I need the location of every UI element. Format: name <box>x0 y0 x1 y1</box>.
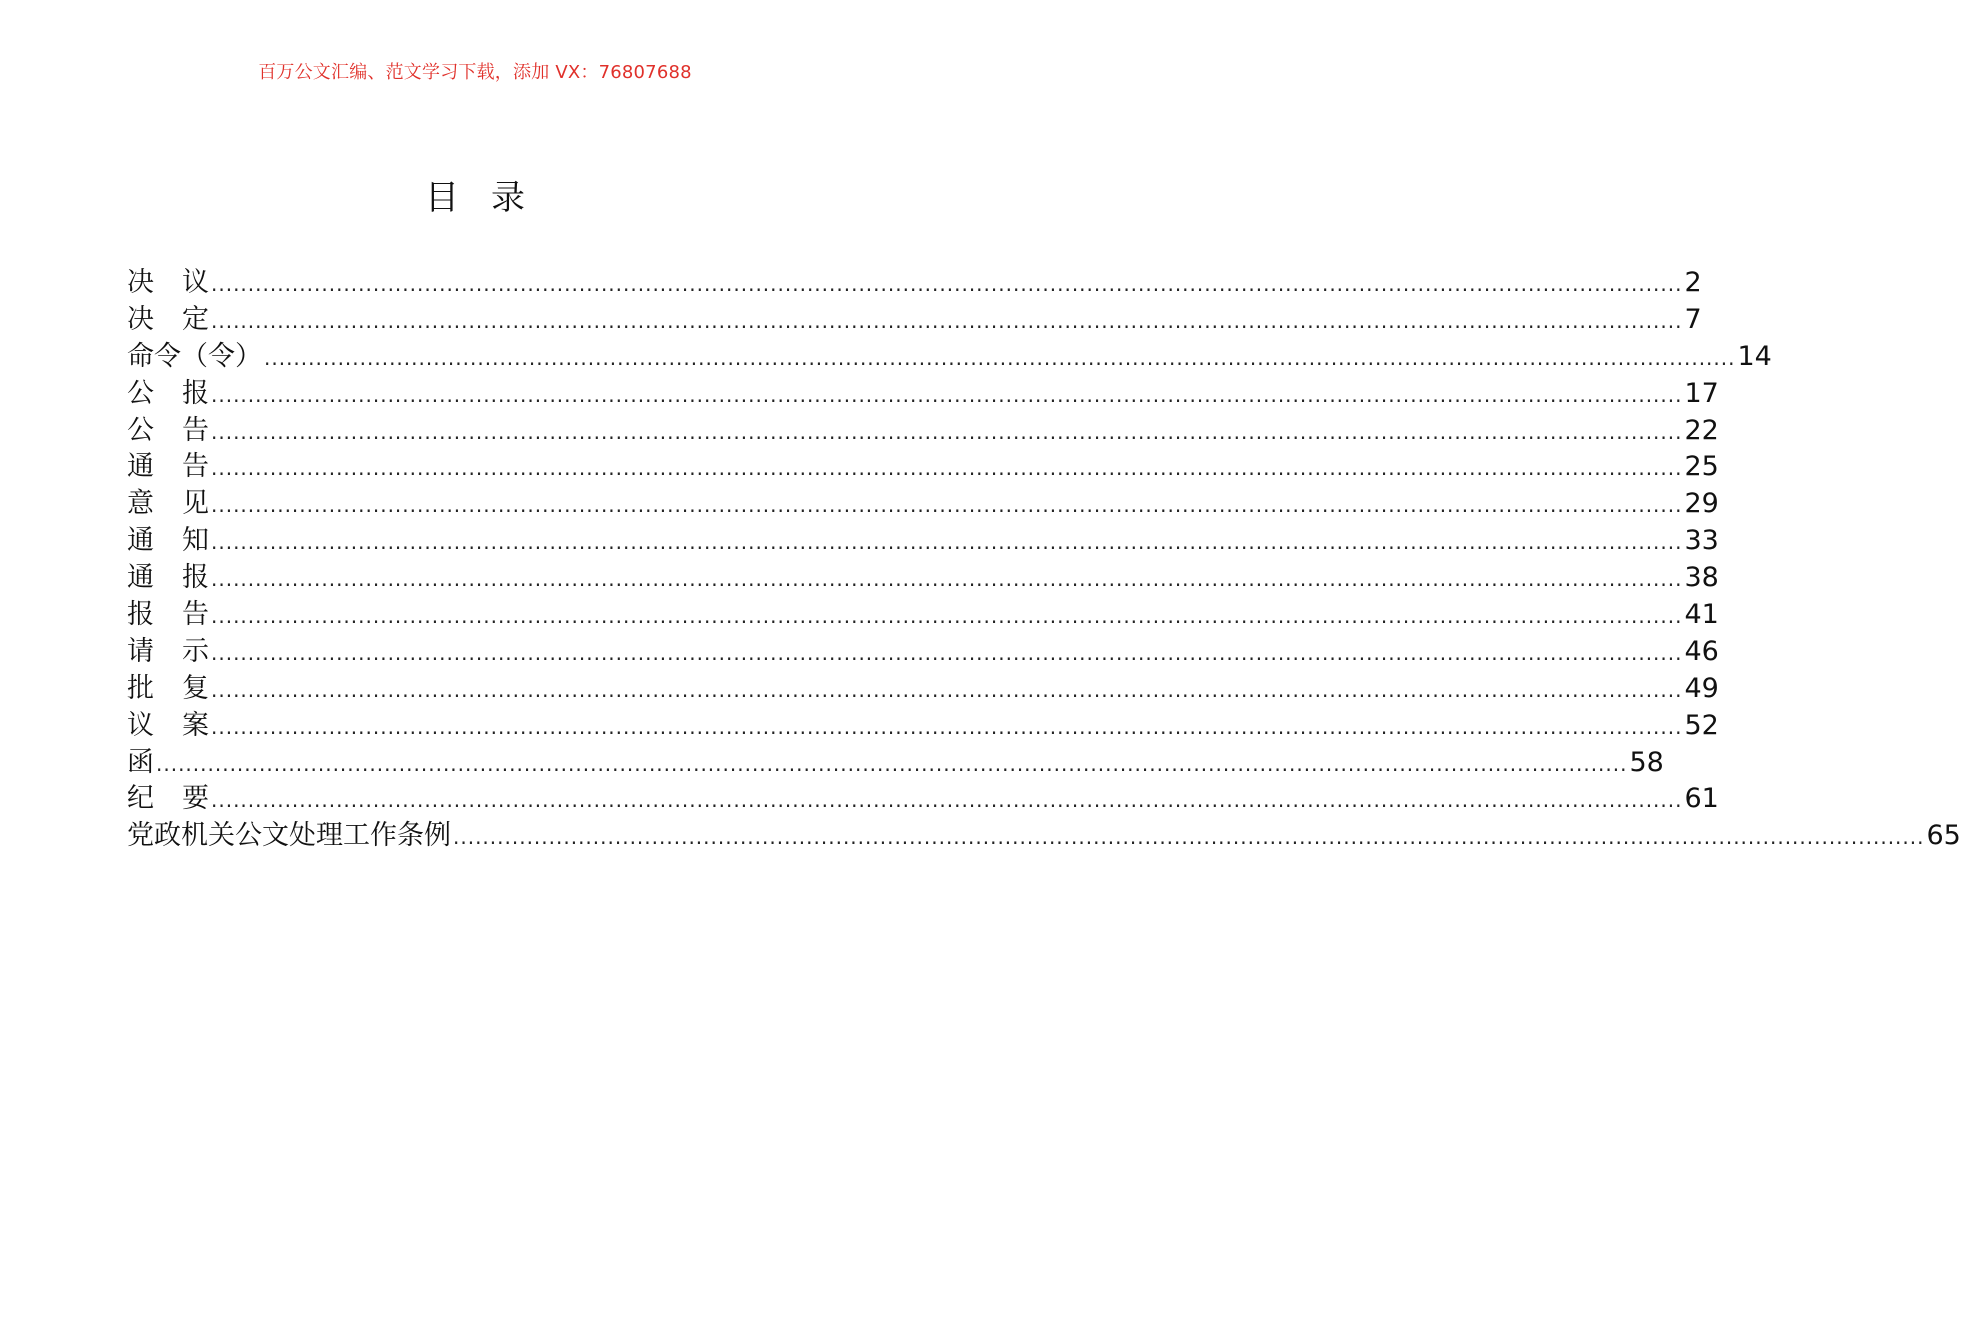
toc-entry[interactable] <box>127 376 1719 413</box>
toc-page-number: 41 <box>1684 599 1719 631</box>
toc-page-number: 7 <box>1684 303 1702 335</box>
toc-page-number: 25 <box>1684 451 1719 483</box>
table-of-contents <box>127 265 1961 855</box>
toc-entry-label: 通知 <box>127 525 209 557</box>
toc-dot-leader: ........................................................................................................................................................................................................ <box>211 382 1683 407</box>
toc-entry[interactable] <box>127 745 1664 782</box>
toc-entry-label: 通告 <box>127 451 209 483</box>
toc-entry[interactable] <box>127 413 1719 450</box>
toc-dot-leader: ........................................................................................................................................................................................................ <box>211 456 1683 481</box>
toc-entry[interactable] <box>127 486 1719 523</box>
toc-entry-label: 命令（令） <box>127 340 262 372</box>
toc-dot-leader: ........................................................................................................................................................................................................ <box>156 751 1628 776</box>
toc-entry-label: 请示 <box>127 635 209 667</box>
toc-dot-leader: ........................................................................................................................................................................................................ <box>211 308 1683 333</box>
toc-entry-label: 公报 <box>127 377 209 409</box>
toc-dot-leader: ........................................................................................................................................................................................................ <box>211 419 1683 444</box>
toc-dot-leader: ........................................................................................................................................................................................................ <box>211 530 1683 555</box>
toc-entry-label: 决议 <box>127 267 209 298</box>
toc-page-number: 61 <box>1684 783 1719 815</box>
toc-entry[interactable] <box>127 818 1961 855</box>
toc-entry-label: 通报 <box>127 562 209 594</box>
toc-entry[interactable] <box>127 597 1719 634</box>
toc-page-number: 22 <box>1684 414 1719 446</box>
toc-dot-leader: ........................................................................................................................................................................................................ <box>211 714 1683 739</box>
toc-page-number: 65 <box>1926 820 1961 852</box>
toc-page-number: 14 <box>1737 340 1772 372</box>
toc-entry[interactable] <box>127 560 1719 597</box>
toc-dot-leader: ........................................................................................................................................................................................................ <box>211 493 1683 518</box>
page-title: 目录 <box>425 178 557 218</box>
toc-entry-label: 批复 <box>127 672 209 704</box>
toc-entry-label: 议案 <box>127 709 209 741</box>
toc-entry[interactable] <box>127 781 1719 818</box>
toc-dot-leader: ........................................................................................................................................................................................................ <box>211 788 1683 813</box>
toc-entry[interactable] <box>127 339 1772 376</box>
toc-entry-label: 党政机关公文处理工作条例 <box>127 820 451 852</box>
watermark-header: 百万公文汇编、范文学习下载，添加 VX：76807688 <box>258 62 692 83</box>
toc-entry[interactable] <box>127 449 1719 486</box>
toc-entry[interactable] <box>127 671 1719 708</box>
toc-entry-label: 纪要 <box>127 783 209 815</box>
toc-page-number: 52 <box>1684 709 1719 741</box>
toc-entry-label: 函 <box>127 746 154 778</box>
toc-entry[interactable] <box>127 265 1702 302</box>
toc-entry-label: 决定 <box>127 303 209 335</box>
toc-dot-leader: ........................................................................................................................................................................................................ <box>211 272 1683 296</box>
toc-dot-leader: ........................................................................................................................................................................................................ <box>453 825 1925 850</box>
toc-dot-leader: ........................................................................................................................................................................................................ <box>264 345 1736 370</box>
toc-entry-label: 公告 <box>127 414 209 446</box>
toc-page-number: 2 <box>1684 267 1702 298</box>
toc-page-number: 38 <box>1684 562 1719 594</box>
toc-entry[interactable] <box>127 302 1702 339</box>
toc-page-number: 58 <box>1629 746 1664 778</box>
toc-page-number: 29 <box>1684 488 1719 520</box>
toc-page-number: 33 <box>1684 525 1719 557</box>
toc-dot-leader: ........................................................................................................................................................................................................ <box>211 677 1683 702</box>
toc-entry[interactable] <box>127 708 1719 745</box>
toc-entry-label: 报告 <box>127 599 209 631</box>
toc-page-number: 17 <box>1684 377 1719 409</box>
toc-dot-leader: ........................................................................................................................................................................................................ <box>211 567 1683 592</box>
toc-page-number: 46 <box>1684 635 1719 667</box>
toc-page-number: 49 <box>1684 672 1719 704</box>
toc-dot-leader: ........................................................................................................................................................................................................ <box>211 604 1683 629</box>
toc-entry-label: 意见 <box>127 488 209 520</box>
toc-dot-leader: ........................................................................................................................................................................................................ <box>211 640 1683 665</box>
toc-entry[interactable] <box>127 634 1719 671</box>
toc-entry[interactable] <box>127 523 1719 560</box>
